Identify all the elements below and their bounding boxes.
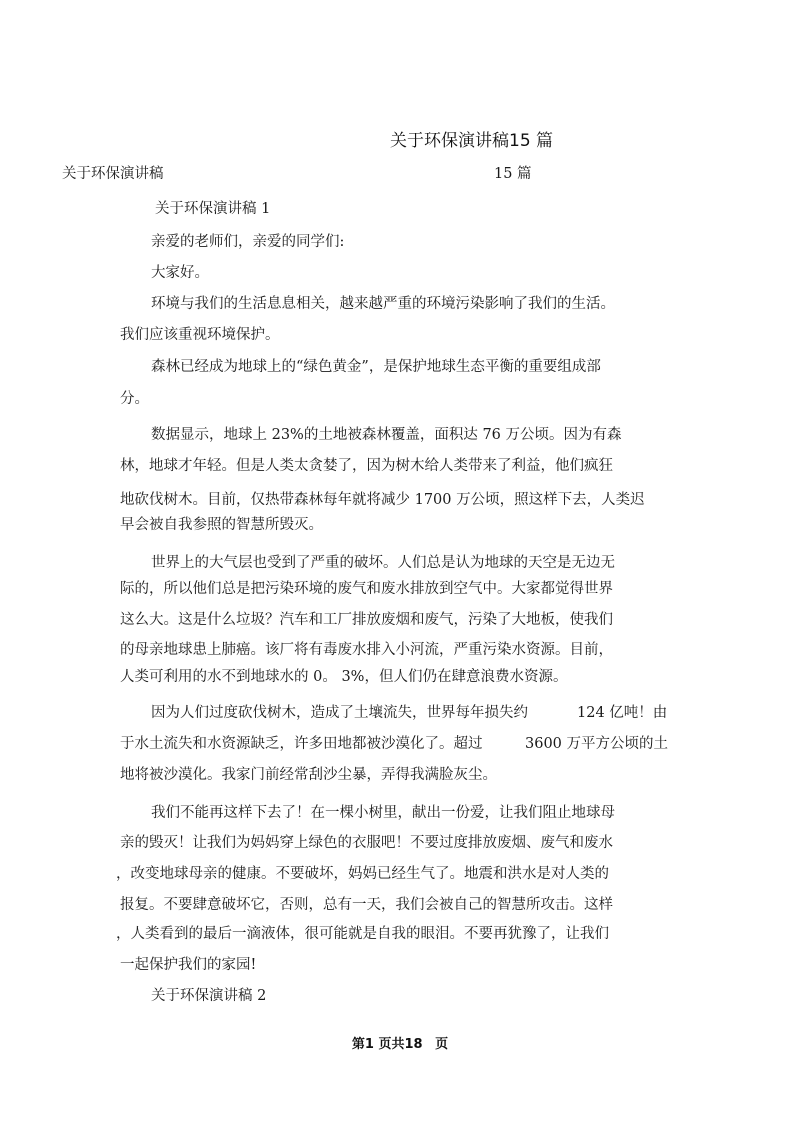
paragraph-line: 森林已经成为地球上的“绿色黄金”，是保护地球生态平衡的重要组成部 — [151, 359, 601, 375]
subtitle-right: 15 篇 — [494, 166, 532, 182]
paragraph-line: ，改变地球母亲的健康。不要破坏，妈妈已经生气了。地震和洪水是对人类的 — [116, 866, 609, 882]
page-number-label: 第1 页共18 — [351, 1037, 423, 1052]
paragraph-line: 我们应该重视环境保护。 — [120, 327, 280, 343]
page-footer — [0, 1036, 800, 1054]
paragraph-line: 林，地球才年轻。但是人类太贪婪了，因为树木给人类带来了利益，他们疯狂 — [120, 458, 613, 474]
paragraph-line: 3600 万平方公顷的土 — [525, 736, 669, 752]
page-title: 关于环保演讲稿15 篇 — [390, 131, 554, 151]
paragraph-line: 早会被自我参照的智慧所毁灭。 — [120, 517, 323, 533]
paragraph-line: ，人类看到的最后一滴液体，很可能就是自我的眼泪。不要再犹豫了，让我们 — [116, 926, 609, 942]
paragraph-line: 环境与我们的生活息息相关，越来越严重的环境污染影响了我们的生活。 — [151, 296, 615, 312]
paragraph-line: 地砍伐树木。目前，仅热带森林每年就将减少 1700 万公顷，照这样下去，人类迟 — [120, 492, 645, 508]
paragraph-line: 际的，所以他们总是把污染环境的废气和废水排放到空气中。大家都觉得世界 — [120, 581, 613, 597]
paragraph-line: 124 亿吨！由 — [577, 705, 668, 721]
paragraph-line: 我们不能再这样下去了！在一棵小树里，献出一份爱，让我们阻止地球母 — [151, 805, 615, 821]
subtitle-left: 关于环保演讲稿 — [62, 166, 164, 182]
section-heading-2: 关于环保演讲稿 2 — [151, 988, 267, 1004]
paragraph-line: 亲的毁灭！让我们为妈妈穿上绿色的衣服吧！不要过度排放废烟、废气和废水 — [120, 835, 613, 851]
paragraph-line: 的母亲地球患上肺癌。该厂将有毒废水排入小河流，严重污染水资源。目前， — [120, 642, 613, 658]
paragraph-line: 一起保护我们的家园! — [120, 957, 257, 973]
section-heading-1: 关于环保演讲稿 1 — [155, 201, 271, 217]
paragraph-line: 人类可利用的水不到地球水的 0。 3%，但人们仍在肆意浪费水资源。 — [120, 669, 568, 685]
paragraph-line: 这么大。这是什么垃圾？汽车和工厂排放废烟和废气，污染了大地板，使我们 — [120, 612, 613, 628]
greeting-line: 亲爱的老师们，亲爱的同学们: — [151, 234, 345, 250]
paragraph-line: 数据显示，地球上 23%的土地被森林覆盖，面积达 76 万公顷。因为有森 — [151, 427, 622, 443]
hello-line: 大家好。 — [151, 265, 209, 281]
paragraph-line: 世界上的大气层也受到了严重的破坏。人们总是认为地球的天空是无边无 — [151, 555, 615, 571]
paragraph-line: 因为人们过度砍伐树木，造成了土壤流失，世界每年损失约 — [151, 705, 528, 721]
paragraph-line: 报复。不要肆意破坏它，否则，总有一天，我们会被自己的智慧所攻击。这样 — [120, 897, 613, 913]
paragraph-line: 分。 — [120, 391, 149, 407]
paragraph-line: 地将被沙漠化。我家门前经常刮沙尘暴，弄得我满脸灰尘。 — [120, 767, 497, 783]
page-number-suffix: 页 — [435, 1037, 449, 1052]
paragraph-line: 于水土流失和水资源缺乏，许多田地都被沙漠化了。超过 — [120, 736, 483, 752]
